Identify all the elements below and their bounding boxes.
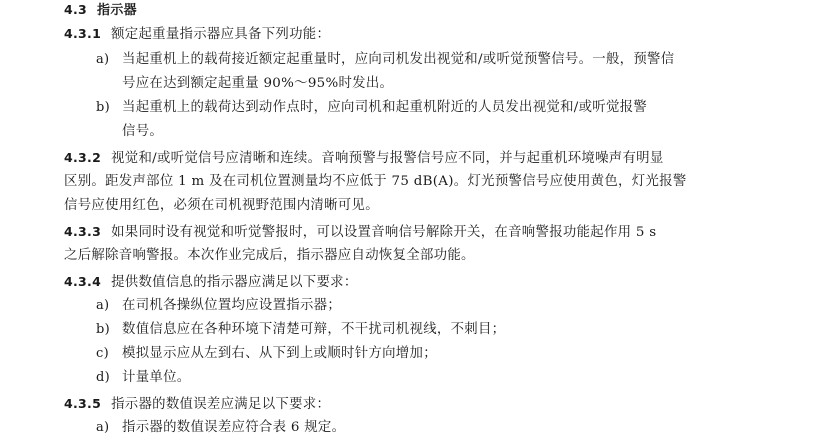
clause-text: 区别。距发声部位 1 m 及在司机位置测量均不应低于 75 dB(A)。灯光预警信号应使用黄色，灯光报警: [64, 174, 687, 189]
list-item: [96, 296, 341, 316]
clause-text: 之后解除音响警报。本次作业完成后，指示器应自动恢复全部功能。: [64, 248, 475, 263]
section-title: 指示器: [97, 3, 137, 18]
list-marker: b): [96, 322, 110, 337]
paragraph-continuation: [64, 172, 687, 192]
list-marker: a): [96, 420, 110, 435]
list-item: [96, 344, 437, 364]
clause-text: 额定起重量指示器应具备下列功能：: [111, 27, 331, 42]
clause-number: 4.3.5: [64, 396, 102, 411]
list-item: [96, 368, 190, 388]
clause-text: 视觉和/或听觉信号应清晰和连续。音响预警与报警信号应不同，并与起重机环境噪声有明显: [111, 151, 664, 166]
paragraph-4-3-5: [64, 394, 330, 415]
list-item: [96, 320, 505, 340]
list-item-text: 号应在达到额定起重量 90%～95%时发出。: [122, 76, 394, 91]
clause-number: 4.3.3: [64, 224, 102, 239]
clause-text: 指示器的数值误差应满足以下要求：: [111, 397, 331, 412]
paragraph-continuation: [64, 196, 379, 216]
list-item-text: 计量单位。: [122, 370, 191, 385]
paragraph-4-3-3: [64, 222, 656, 243]
list-marker: b): [96, 100, 110, 115]
paragraph-4-3-1: [64, 24, 330, 45]
clause-number: 4.3.4: [64, 274, 102, 289]
list-item-text: 模拟显示应从左到右、从下到上或顺时针方向增加；: [122, 346, 437, 361]
list-item-text: 当起重机上的载荷接近额定起重量时，应向司机发出视觉和/或听觉预警信号。一般，预警信: [122, 52, 675, 67]
clause-text: 提供数值信息的指示器应满足以下要求：: [111, 275, 358, 290]
list-marker: d): [96, 370, 110, 385]
list-item: [96, 418, 345, 438]
clause-number: 4.3.1: [64, 26, 102, 41]
list-item-continuation: [122, 122, 163, 142]
list-item-text: 数值信息应在各种环境下清楚可辩，不干扰司机视线，不刺目；: [122, 322, 506, 337]
clause-number: 4.3.2: [64, 150, 102, 165]
clause-text: 信号应使用红色，必须在司机视野范围内清晰可见。: [64, 198, 379, 213]
list-item-continuation: [122, 74, 393, 94]
list-marker: a): [96, 52, 110, 67]
clause-text: 如果同时设有视觉和听觉警报时，可以设置音响信号解除开关，在音响警报功能起作用 5 s: [111, 225, 657, 240]
list-item-text: 当起重机上的载荷达到动作点时，应向司机和起重机附近的人员发出视觉和/或听觉报警: [122, 100, 648, 115]
paragraph-4-3-2: [64, 148, 664, 169]
paragraph-continuation: [64, 246, 475, 266]
list-item: [96, 50, 674, 70]
paragraph-4-3-4: [64, 272, 358, 293]
list-item-text: 指示器的数值误差应符合表 6 规定。: [122, 420, 346, 435]
list-item-text: 信号。: [122, 124, 164, 139]
section-number: 4.3: [64, 2, 88, 17]
list-marker: a): [96, 298, 110, 313]
list-item: [96, 98, 647, 118]
list-marker: c): [96, 346, 109, 361]
section-heading: [64, 0, 137, 21]
list-item-text: 在司机各操纵位置均应设置指示器；: [122, 298, 342, 313]
